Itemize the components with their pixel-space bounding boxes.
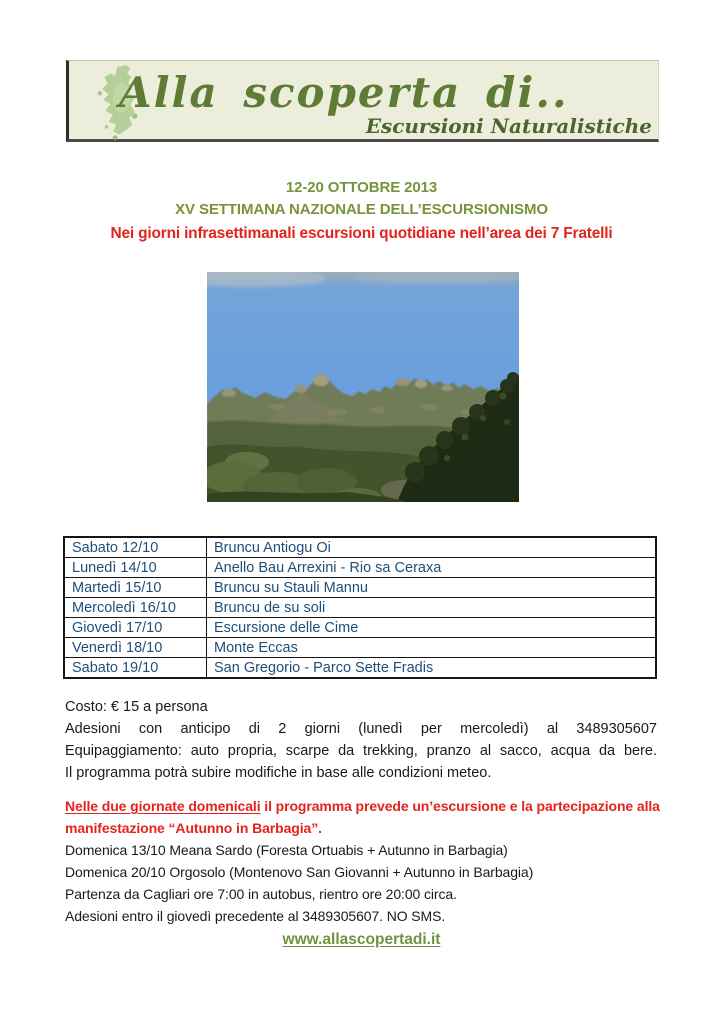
excursion-day-cell: Mercoledì 16/10 [64, 598, 207, 618]
sunday-detail-line: Adesioni entro il giovedì precedente al 3489305607. NO SMS. [65, 908, 446, 924]
table-row [64, 638, 656, 658]
excursion-day-cell: Sabato 19/10 [64, 658, 207, 679]
sunday-detail-line: Domenica 20/10 Orgosolo (Montenovo San Giovanni + Autunno in Barbagia) [65, 864, 534, 880]
excursion-name-cell: Bruncu su Stauli Mannu [207, 578, 657, 598]
sunday-program-section [65, 795, 659, 927]
excursion-name-cell: Bruncu de su soli [207, 598, 657, 618]
event-title-heading: XV SETTIMANA NAZIONALE DELL’ESCURSIONISMO [175, 201, 548, 218]
excursion-day-cell: Giovedì 17/10 [64, 618, 207, 638]
footer [0, 931, 723, 949]
weather-note-line: Il programma potrà subire modifiche in base alle condizioni meteo. [65, 765, 492, 781]
website-link[interactable]: www.allascopertadi.it [282, 931, 441, 948]
event-date-heading: 12-20 OTTOBRE 2013 [285, 179, 438, 196]
equipment-line: Equipaggiamento: auto propria, scarpe da trekking, pranzo al sacco, acqua da bere. [65, 743, 657, 759]
mountain-photo [207, 272, 519, 502]
sunday-detail-line: Domenica 13/10 Meana Sardo (Foresta Ortuabis + Autunno in Barbagia) [65, 842, 508, 858]
logo-tagline: Escursioni Naturalistiche [365, 114, 652, 138]
excursion-name-cell: Bruncu Antiogu Oi [207, 537, 657, 558]
table-row [64, 537, 656, 558]
sunday-program-heading-line2: manifestazione “Autunno in Barbagia”. [65, 820, 322, 836]
excursion-schedule-table [63, 536, 657, 679]
weekday-excursions-subtitle: Nei giorni infrasettimanali escursioni quotidiane nell’area dei 7 Fratelli [110, 225, 613, 242]
excursion-day-cell: Sabato 12/10 [64, 537, 207, 558]
table-row [64, 618, 656, 638]
excursion-day-cell: Lunedì 14/10 [64, 558, 207, 578]
table-row [64, 598, 656, 618]
excursion-name-cell: San Gregorio - Parco Sette Fradis [207, 658, 657, 679]
logo-banner [66, 60, 659, 142]
sunday-heading-rest: il programma prevede un’escursione e la partecipazione alla [260, 798, 660, 814]
cost-line: Costo: € 15 a persona [65, 699, 208, 715]
excursion-day-cell: Venerdì 18/10 [64, 638, 207, 658]
sunday-detail-line: Partenza da Cagliari ore 7:00 in autobus, rientro ore 20:00 circa. [65, 886, 457, 902]
sunday-heading-underlined: Nelle due giornate domenicali [65, 798, 261, 814]
mountain-photo-image [207, 272, 519, 502]
excursion-day-cell: Martedì 15/10 [64, 578, 207, 598]
table-row [64, 558, 656, 578]
excursion-name-cell: Monte Eccas [207, 638, 657, 658]
excursion-name-cell: Escursione delle Cime [207, 618, 657, 638]
booking-line: Adesioni con anticipo di 2 giorni (lunedì per mercoledì) al 3489305607 [65, 721, 657, 737]
info-paragraph [65, 696, 657, 784]
logo-brand-text: Alla scoperta di.. [119, 68, 569, 117]
excursion-name-cell: Anello Bau Arrexini - Rio sa Ceraxa [207, 558, 657, 578]
table-row [64, 578, 656, 598]
table-row [64, 658, 656, 679]
sunday-program-heading [65, 795, 659, 817]
event-headings [0, 177, 723, 221]
